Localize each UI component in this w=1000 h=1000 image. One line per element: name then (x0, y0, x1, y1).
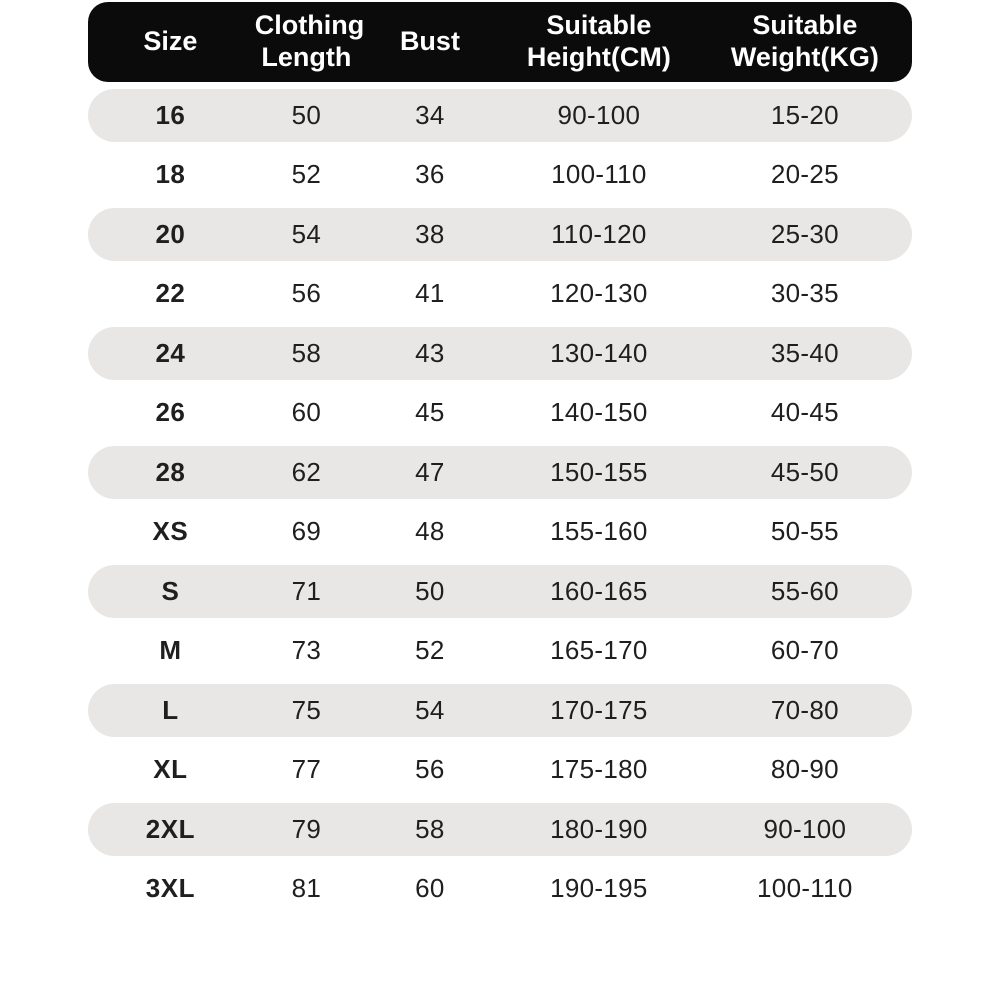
cell-bust: 54 (415, 694, 445, 725)
cell-bust: 48 (415, 516, 445, 546)
table-row (88, 446, 912, 499)
cell-suitable-height: 110-120 (551, 218, 647, 249)
cell-clothing-length: 69 (291, 516, 322, 546)
cell-suitable-weight: 15-20 (770, 99, 839, 130)
cell-bust: 36 (415, 159, 445, 189)
cell-size: 3XL (145, 873, 195, 903)
table-row (88, 862, 912, 915)
cell-clothing-length: 54 (291, 218, 322, 249)
cell-suitable-height: 190-195 (550, 873, 648, 903)
cell-bust: 38 (415, 218, 445, 249)
cell-bust: 41 (415, 278, 445, 308)
table-row (88, 89, 912, 142)
table-row (88, 743, 912, 796)
cell-suitable-weight: 80-90 (770, 754, 839, 784)
cell-size: L (162, 694, 179, 725)
cell-suitable-weight: 100-110 (757, 873, 853, 903)
cell-clothing-length: 62 (291, 456, 322, 487)
cell-suitable-weight: 40-45 (770, 397, 839, 427)
cell-bust: 47 (415, 456, 445, 487)
cell-clothing-length: 52 (291, 159, 322, 189)
cell-size: 2XL (145, 813, 195, 844)
cell-suitable-weight: 90-100 (763, 813, 847, 844)
column-header-clothing-length: Clothing Length (254, 10, 365, 72)
table-row (88, 803, 912, 856)
cell-suitable-height: 155-160 (550, 516, 648, 546)
table-row (88, 386, 912, 439)
cell-suitable-height: 150-155 (550, 456, 648, 487)
cell-suitable-height: 170-175 (550, 694, 648, 725)
cell-clothing-length: 71 (291, 575, 322, 606)
cell-clothing-length: 75 (291, 694, 322, 725)
cell-clothing-length: 77 (291, 754, 322, 784)
cell-size: 26 (155, 397, 186, 427)
cell-suitable-height: 90-100 (557, 99, 641, 130)
column-header-suitable-height: Suitable Height(CM) (526, 10, 671, 72)
cell-bust: 58 (415, 813, 445, 844)
cell-suitable-height: 175-180 (550, 754, 648, 784)
cell-size: 28 (155, 456, 186, 487)
table-row (88, 505, 912, 558)
cell-clothing-length: 79 (291, 813, 322, 844)
column-header-bust: Bust (399, 26, 460, 57)
cell-suitable-weight: 50-55 (770, 516, 839, 546)
cell-bust: 45 (415, 397, 445, 427)
cell-clothing-length: 58 (291, 337, 322, 368)
column-header-suitable-weight: Suitable Weight(KG) (730, 10, 879, 72)
cell-suitable-height: 140-150 (550, 397, 648, 427)
cell-suitable-height: 180-190 (550, 813, 648, 844)
cell-suitable-weight: 60-70 (770, 635, 839, 665)
cell-suitable-weight: 35-40 (770, 337, 839, 368)
table-row (88, 267, 912, 320)
cell-suitable-weight: 70-80 (770, 694, 839, 725)
table-header-row (88, 2, 912, 82)
table-row (88, 624, 912, 677)
cell-suitable-weight: 20-25 (770, 159, 839, 189)
cell-suitable-height: 165-170 (550, 635, 648, 665)
cell-size: XS (152, 516, 189, 546)
cell-clothing-length: 56 (291, 278, 322, 308)
cell-size: 24 (155, 337, 186, 368)
cell-suitable-height: 100-110 (551, 159, 647, 189)
table-body (88, 89, 912, 916)
cell-bust: 52 (415, 635, 445, 665)
cell-bust: 60 (415, 873, 445, 903)
cell-size: M (159, 635, 182, 665)
cell-size: S (161, 575, 180, 606)
cell-clothing-length: 81 (291, 873, 322, 903)
cell-suitable-height: 120-130 (550, 278, 648, 308)
cell-size: 16 (155, 99, 186, 130)
cell-size: 20 (155, 218, 186, 249)
cell-size: 22 (155, 278, 186, 308)
cell-suitable-weight: 45-50 (770, 456, 839, 487)
cell-suitable-weight: 55-60 (770, 575, 839, 606)
cell-clothing-length: 50 (291, 99, 322, 130)
cell-clothing-length: 60 (291, 397, 322, 427)
cell-bust: 34 (415, 99, 445, 130)
cell-size: 18 (155, 159, 186, 189)
cell-clothing-length: 73 (291, 635, 322, 665)
size-chart-table (88, 2, 912, 915)
table-row (88, 684, 912, 737)
cell-bust: 56 (415, 754, 445, 784)
table-row (88, 327, 912, 380)
cell-bust: 43 (415, 337, 445, 368)
cell-suitable-weight: 30-35 (770, 278, 839, 308)
cell-suitable-height: 160-165 (550, 575, 648, 606)
table-row (88, 208, 912, 261)
cell-size: XL (153, 754, 188, 784)
table-row (88, 148, 912, 201)
table-row (88, 565, 912, 618)
cell-suitable-weight: 25-30 (770, 218, 839, 249)
cell-bust: 50 (415, 575, 445, 606)
column-header-size: Size (143, 26, 198, 57)
cell-suitable-height: 130-140 (550, 337, 648, 368)
